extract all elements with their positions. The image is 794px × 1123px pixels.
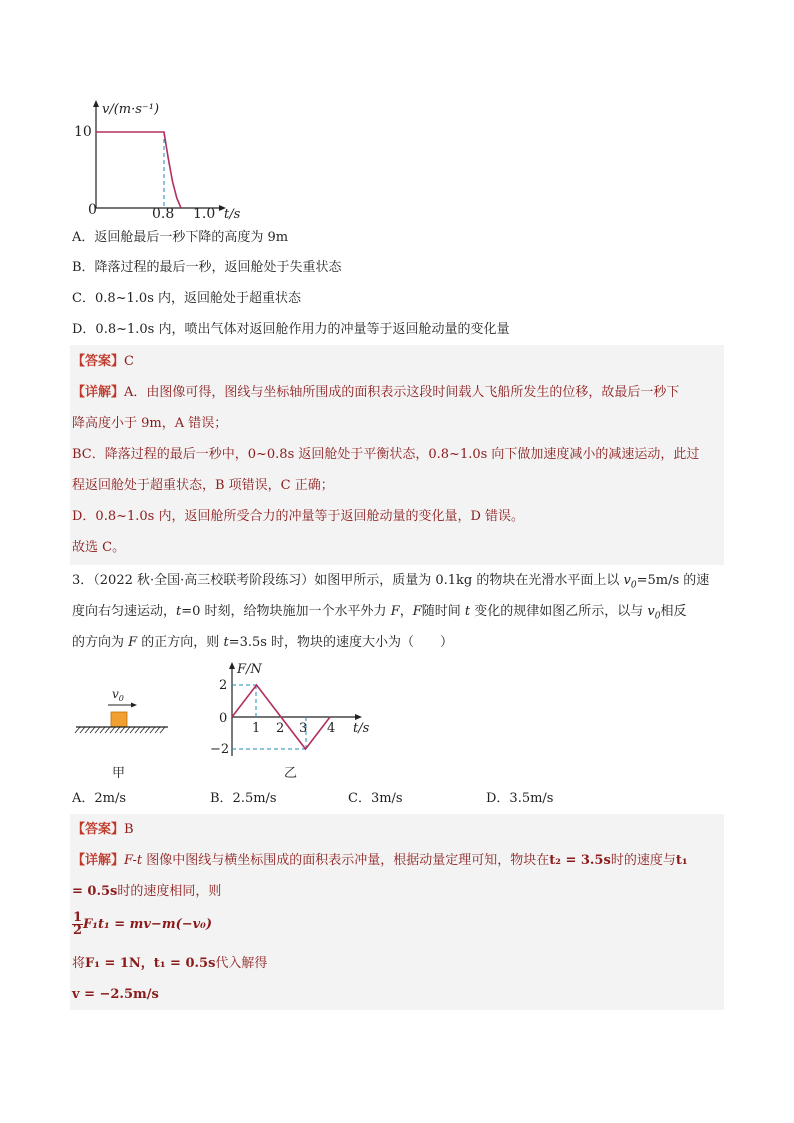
ft-y-tick-2: 2 [219,678,228,693]
q3-option-d[interactable]: D．3.5m/s [486,791,554,806]
q3-detail-1c: t₂ = 3.5s [549,853,611,868]
q3-stem-3a: 的方向为 [72,635,129,650]
hatch-mark [130,727,135,733]
q2-detail-tag: 【详解】 [72,385,125,400]
q3-stem-2F: F [390,604,400,619]
vt-y-label: v/(m·s⁻¹) [102,102,160,117]
ft-x-tick-3: 3 [299,721,308,736]
ft-y-tick-neg2: −2 [210,742,230,757]
q3-stem-1v: v [623,573,631,588]
q3-stem-line-1 [72,571,709,596]
q3-stem-2v: v [647,604,655,619]
hatch-mark [145,727,150,733]
q2-detail-line-2: 降高度小于 9m，A 错误； [72,416,228,431]
fig-jia-block [111,712,127,727]
hatch-mark [160,727,165,733]
q3-stem-3b: 的正方向，则 [137,635,224,650]
q3-stem-2sub: 0 [654,611,661,622]
hatch-mark [100,727,105,733]
q3-stem-line-2 [72,602,687,627]
q2-option-b[interactable]: B．降落过程的最后一秒，返回舱处于失重状态 [72,260,342,275]
ft-x-tick-1: 1 [252,721,261,736]
q3-detail-1d: 时的速度与 [610,853,676,868]
fig-jia-arrow-head [131,703,137,708]
q2-detail-text-1: A．由图像可得，图线与坐标轴所围成的面积表示这段时间载人飞船所发生的位移，故最后一秒下 [124,385,680,400]
q3-sub-c: 代入解得 [215,956,268,971]
q3-stem-2d: 随时间 [421,604,465,619]
q2-option-c[interactable]: C．0.8~1.0s 内，返回舱处于超重状态 [72,291,301,306]
hatch-mark [80,727,85,733]
ft-x-tick-2: 2 [276,721,285,736]
q3-eq-den: 2 [73,923,83,938]
q3-stem-3c: =3.5s 时，物块的速度大小为（ ） [228,635,454,650]
q3-option-a[interactable]: A．2m/s [72,791,127,806]
q3-stem-1sub: 0 [630,580,637,591]
q3-sub-a: 将 [72,956,86,971]
hatch-mark [155,727,160,733]
q3-stem-2e: 变化的规律如图乙所示，以与 [470,604,648,619]
q3-eq-num: 1 [73,910,83,925]
q3-option-c[interactable]: C．3m/s [348,791,403,806]
hatch-mark [120,727,125,733]
q3-stem-2b: =0 时刻，给物块施加一个水平外力 [181,604,391,619]
q3-detail-1a: F-t [124,853,143,868]
q3-stem-1b: =5m/s 的速 [636,573,710,588]
q3-eq-fraction [72,912,83,937]
hatch-mark [75,727,80,733]
hatch-mark [140,727,145,733]
q2-detail-line-1 [72,383,679,403]
q3-stem-2t: t [176,604,182,619]
q3-sub-b: F₁ = 1N，t₁ = 0.5s [85,956,216,971]
hatch-mark [115,727,120,733]
ft-y-arrow [229,662,235,669]
hatch-mark [125,727,130,733]
q3-stem-1a: 3．（2022 秋·全国·高三校联考阶段练习）如图甲所示，质量为 0.1kg 的物块在光滑水平面上以 [72,573,624,588]
ft-x-tick-4: 4 [327,721,336,736]
vt-origin: 0 [88,202,97,218]
fig-jia-label: 甲 [112,766,126,781]
q2-answer-tag: 【答案】 [72,354,125,369]
q3-detail-2b: 时的速度相同，则 [117,884,222,899]
q3-answer-tag: 【答案】 [72,822,125,837]
q3-stem-2a: 度向右匀速运动， [72,604,177,619]
fig-jia-hatching [75,727,165,733]
hatch-mark [105,727,110,733]
vt-x-label: t/s [224,207,241,222]
vt-curve [96,132,181,208]
hatch-mark [110,727,115,733]
q3-result-value: v = −2.5m/s [72,987,159,1002]
ft-x-label: t/s [353,721,370,736]
vt-y-tick: 10 [74,124,92,140]
q3-substitution [72,954,267,974]
q3-stem-2t2: t [464,604,471,619]
q3-answer [72,820,134,840]
q3-detail-line-1 [72,851,688,871]
q3-stem-2f: 相反 [660,604,687,619]
q2-option-d[interactable]: D．0.8~1.0s 内，喷出气体对返回舱作用力的冲量等于返回舱动量的变化量 [72,322,510,337]
q3-option-b[interactable]: B．2.5m/s [210,791,277,806]
vt-x-tick-1.0: 1.0 [193,206,216,222]
q2-detail-line-5: D．0.8~1.0s 内，返回舱所受合力的冲量等于返回舱动量的变化量，D 错误。 [72,509,525,524]
q3-equation-1 [72,910,212,940]
vt-y-arrow [93,100,99,107]
q3-detail-line-2 [72,882,221,902]
q2-detail-line-3: BC．降落过程的最后一秒中，0~0.8s 返回舱处于平衡状态，0.8~1.0s 向下做加速度减小的减速运动，此过 [72,447,700,462]
hatch-mark [90,727,95,733]
q3-detail-tag: 【详解】 [72,853,125,868]
fig-jia [72,682,172,742]
q2-answer [72,352,134,372]
q3-eq-body: F₁t₁ = mv−m(−v₀) [83,917,213,932]
hatch-mark [135,727,140,733]
hatch-mark [85,727,90,733]
q3-stem-line-3 [72,633,453,653]
q3-stem-2F2: F [412,604,422,619]
q2-conclusion: 故选 C。 [72,540,126,555]
q3-stem-2c: ， [399,604,413,619]
q3-answer-value: B [124,822,134,837]
ft-y-tick-0: 0 [219,711,228,726]
fig-jia-v0-label: $v_0$ [112,687,124,703]
q2-answer-value: C [124,354,134,369]
ft-x-arrow [355,714,362,720]
vt-graph [72,98,252,223]
q3-stem-3F: F [128,635,138,650]
vt-x-tick-0.8: 0.8 [152,206,175,222]
q3-detail-1e: t₁ [675,853,688,868]
q2-option-a[interactable]: A．返回舱最后一秒下降的高度为 9m [72,230,289,245]
ft-y-label: F/N [237,662,262,677]
q3-detail-2a: = 0.5s [72,884,118,899]
q2-detail-line-4: 程返回舱处于超重状态，B 项错误，C 正确； [72,478,334,493]
hatch-mark [95,727,100,733]
q3-result [72,985,159,1005]
hatch-mark [150,727,155,733]
q3-detail-1b: 图像中图线与横坐标围成的面积表示冲量，根据动量定理可知，物块在 [142,853,550,868]
fig-yi-label: 乙 [284,766,298,781]
q3-stem-3t: t [223,635,229,650]
ft-graph [210,660,380,760]
